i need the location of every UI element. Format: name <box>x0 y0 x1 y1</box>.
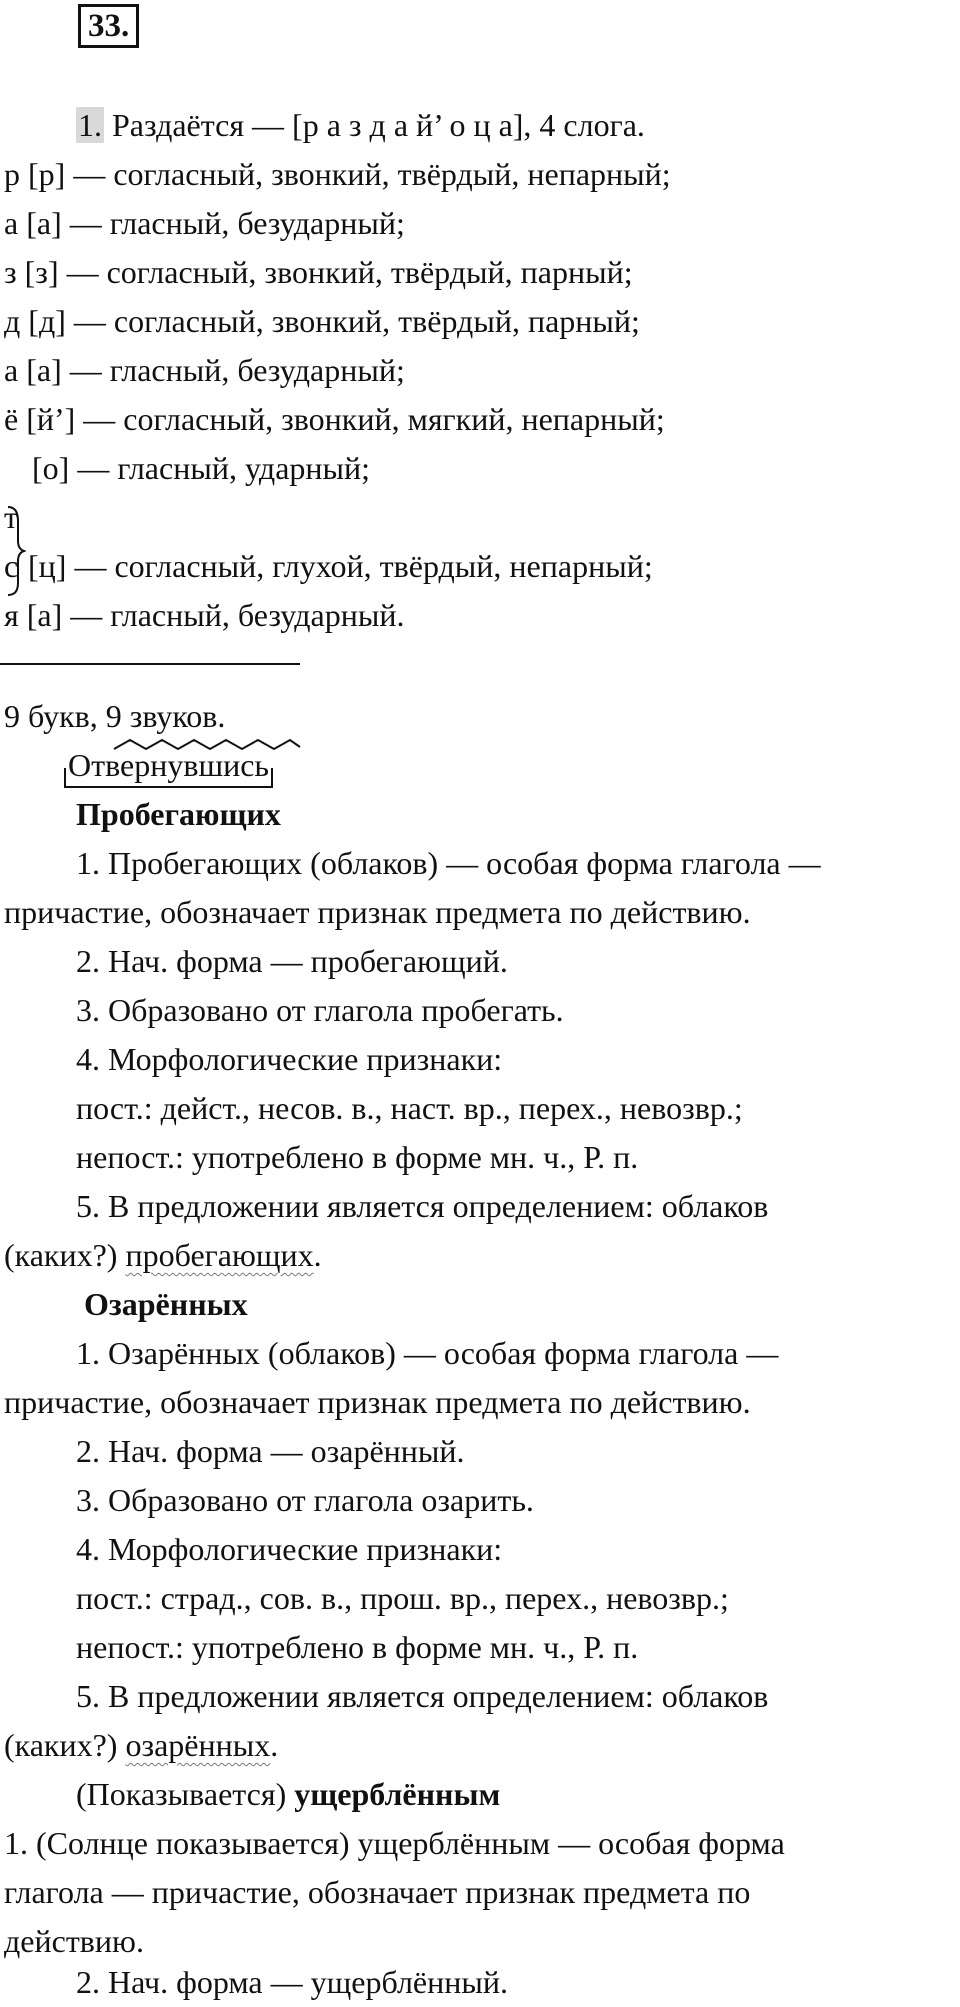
underlined-word: пробегающих <box>125 1237 314 1273</box>
text-fragment: (каких?) <box>4 1237 126 1273</box>
brace-icon <box>6 501 26 601</box>
title-word: ущерблённым <box>294 1776 501 1812</box>
paragraph: причастие, обозначает признак предмета по действию. <box>4 1384 751 1420</box>
paragraph: 2. Нач. форма — озарённый. <box>76 1433 465 1469</box>
phonetic-row: а [а] — гласный, безударный; <box>4 352 405 388</box>
phonetic-heading-text: Раздаётся — [р а з д а й’ о ц а], 4 слога. <box>104 107 645 143</box>
phonetic-row: а [а] — гласный, безударный; <box>4 205 405 241</box>
paragraph: 5. В предложении является определением: облаков <box>76 1188 769 1224</box>
paragraph: действию. <box>4 1923 144 1959</box>
paragraph: пост.: страд., сов. в., прош. вр., перех., невозвр.; <box>76 1580 729 1616</box>
paragraph: 3. Образовано от глагола пробегать. <box>76 992 564 1028</box>
title-prefix: (Показывается) <box>76 1776 295 1812</box>
paragraph: 2. Нач. форма — ущерблённый. <box>76 1964 508 2000</box>
divider <box>0 663 300 665</box>
phonetic-summary: 9 букв, 9 звуков. <box>4 698 226 734</box>
text-fragment: . <box>313 1237 322 1273</box>
section-title <box>76 1770 500 1819</box>
phonetic-row: з [з] — согласный, звонкий, твёрдый, парный; <box>4 254 633 290</box>
morpheme-word-wrap <box>68 741 269 790</box>
paragraph: 3. Образовано от глагола озарить. <box>76 1482 534 1518</box>
morpheme-word <box>68 741 269 790</box>
paragraph <box>4 1231 322 1280</box>
item-number-highlight: 1. <box>78 107 102 143</box>
paragraph: непост.: употреблено в форме мн. ч., Р. п. <box>76 1629 639 1665</box>
paragraph: 4. Морфологические признаки: <box>76 1531 503 1567</box>
paragraph: причастие, обозначает признак предмета по действию. <box>4 894 751 930</box>
section-title: Пробегающих <box>76 796 281 832</box>
phonetic-row: ё [й’] — согласный, звонкий, мягкий, непарный; <box>4 401 665 437</box>
phonetic-row: [ц] — согласный, глухой, твёрдый, непарный; <box>28 548 653 584</box>
paragraph: 5. В предложении является определением: облаков <box>76 1678 769 1714</box>
paragraph: 1. Озарённых (облаков) — особая форма глагола — <box>76 1335 779 1371</box>
root-arc-icon <box>112 737 302 751</box>
task-number: 33. <box>78 4 139 48</box>
paragraph: 4. Морфологические признаки: <box>76 1041 503 1077</box>
paragraph: глагола — причастие, обозначает признак предмета по <box>4 1874 751 1910</box>
phonetic-row: [о] — гласный, ударный; <box>32 450 371 486</box>
base-mark <box>64 768 273 788</box>
paragraph: 2. Нач. форма — пробегающий. <box>76 943 508 979</box>
phonetic-row: р [р] — согласный, звонкий, твёрдый, непарный; <box>4 156 671 192</box>
section-title: Озарённых <box>84 1286 248 1322</box>
paragraph: 1. (Солнце показывается) ущерблённым — особая форма <box>4 1825 785 1861</box>
text-fragment: (каких?) <box>4 1727 126 1763</box>
morpheme-word-text: Отвернувшись <box>68 747 270 783</box>
phonetic-row: д [д] — согласный, звонкий, твёрдый, парный; <box>4 303 640 339</box>
paragraph: непост.: употреблено в форме мн. ч., Р. п. <box>76 1139 639 1175</box>
underlined-word: озарённых <box>125 1727 271 1763</box>
phonetic-heading <box>76 101 645 150</box>
phonetic-letter-s: с <box>4 548 19 584</box>
text-fragment: . <box>270 1727 279 1763</box>
paragraph <box>4 1721 278 1770</box>
paragraph: 1. Пробегающих (облаков) — особая форма глагола — <box>76 845 821 881</box>
phonetic-letter-t: т <box>4 499 18 535</box>
phonetic-row: я [а] — гласный, безударный. <box>4 597 405 633</box>
paragraph: пост.: дейст., несов. в., наст. вр., перех., невозвр.; <box>76 1090 743 1126</box>
